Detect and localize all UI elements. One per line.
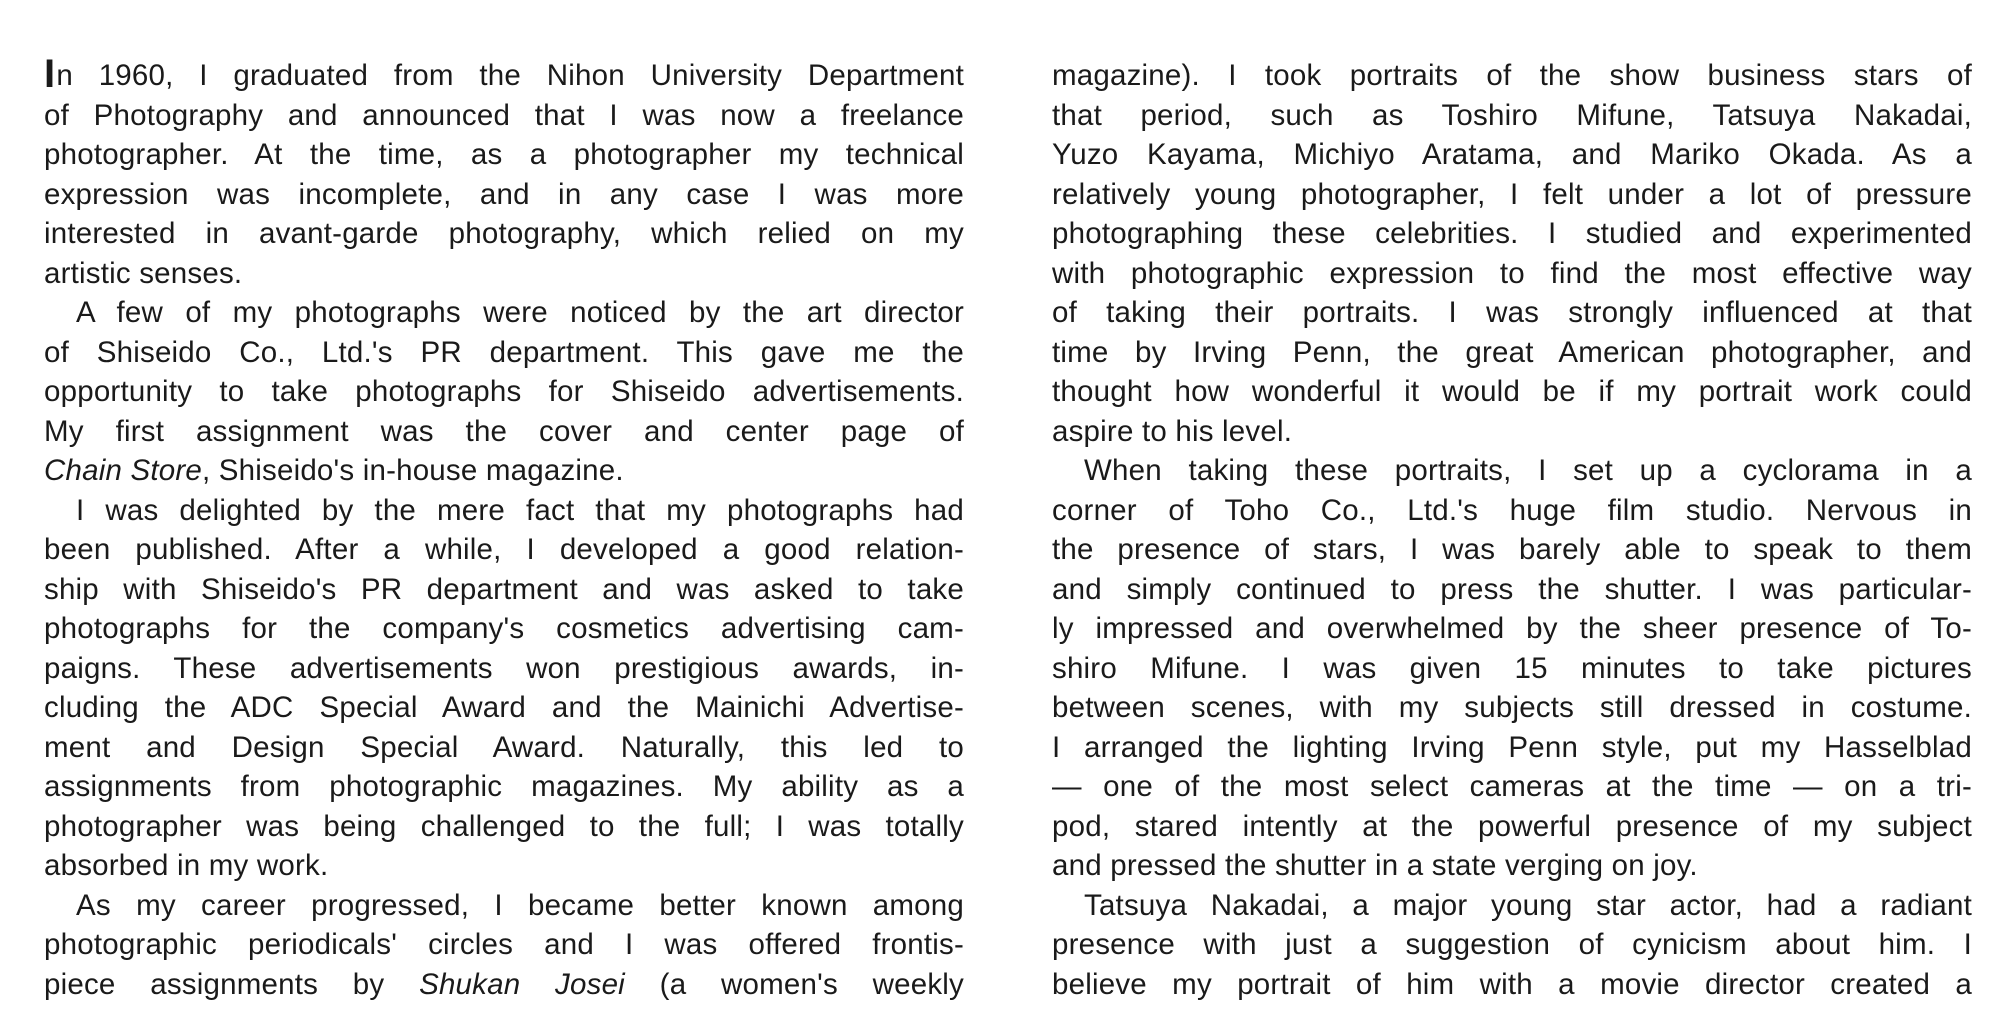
text-segment: A few of my photographs were noticed by the art director bbox=[76, 296, 964, 329]
text-line bbox=[1052, 293, 1972, 333]
text-line bbox=[1052, 767, 1972, 807]
text-segment: of taking their portraits. I was strongly influenced at that bbox=[1052, 296, 1972, 329]
text-line bbox=[1052, 886, 1972, 926]
text-segment: opportunity to take photographs for Shiseido advertisements. bbox=[44, 375, 964, 408]
text-segment: I was delighted by the mere fact that my photographs had bbox=[76, 493, 964, 527]
text-line bbox=[1052, 609, 1972, 649]
text-line bbox=[44, 214, 964, 254]
text-line bbox=[1052, 570, 1972, 610]
text-segment: interested in avant-garde photography, which relied on my bbox=[44, 217, 964, 250]
text-line bbox=[1052, 135, 1972, 175]
text-segment: time by Irving Penn, the great American photographer, and bbox=[1052, 335, 1972, 369]
text-segment: ment and Design Special Award. Naturally, this led to bbox=[44, 730, 964, 764]
text-segment: corner of Toho Co., Ltd.'s huge film studio. Nervous in bbox=[1052, 493, 1972, 527]
text-segment: n 1960, I graduated from the Nihon University Department bbox=[56, 59, 964, 92]
text-line bbox=[1052, 925, 1972, 965]
italic-title: Chain Store bbox=[44, 454, 202, 487]
text-line bbox=[1052, 491, 1972, 531]
text-segment: ly impressed and overwhelmed by the sheer presence of To- bbox=[1052, 612, 1972, 645]
text-segment: photographer. At the time, as a photographer my technical bbox=[44, 138, 964, 171]
text-segment: pod, stared intently at the powerful presence of my subject bbox=[1052, 809, 1972, 843]
text-line bbox=[1052, 56, 1972, 96]
text-segment: (a women's weekly bbox=[624, 967, 965, 1001]
text-segment: aspire to his level. bbox=[1052, 414, 1293, 448]
text-segment: As my career progressed, I became better known among bbox=[76, 888, 964, 922]
text-line bbox=[44, 728, 964, 768]
text-segment: that period, such as Toshiro Mifune, Tatsuya Nakadai, bbox=[1052, 98, 1972, 132]
text-segment: thought how wonderful it would be if my portrait work could bbox=[1052, 375, 1972, 408]
text-segment: photographer was being challenged to the full; I was totally bbox=[44, 809, 964, 843]
text-line bbox=[44, 491, 964, 531]
text-segment: of Photography and announced that I was now a freelance bbox=[44, 98, 964, 132]
text-line bbox=[1052, 214, 1972, 254]
text-line bbox=[44, 254, 964, 294]
text-segment: ship with Shiseido's PR department and was asked to take bbox=[44, 572, 964, 606]
text-line bbox=[44, 52, 964, 96]
text-segment: My first assignment was the cover and center page of bbox=[44, 414, 964, 448]
text-line bbox=[44, 412, 964, 452]
text-segment: photographic periodicals' circles and I was offered frontis- bbox=[44, 928, 964, 961]
text-segment: — one of the most select cameras at the time — on a tri- bbox=[1052, 770, 1972, 803]
drop-cap: I bbox=[44, 52, 56, 96]
text-line bbox=[1052, 175, 1972, 215]
text-segment: paigns. These advertisements won prestigious awards, in- bbox=[44, 651, 964, 685]
text-segment: presence with just a suggestion of cynicism about him. I bbox=[1052, 928, 1972, 961]
italic-title: Shukan Josei bbox=[419, 967, 625, 1001]
text-line bbox=[1052, 372, 1972, 412]
text-segment: and simply continued to press the shutter. I was particular- bbox=[1052, 572, 1972, 606]
text-line bbox=[44, 135, 964, 175]
text-segment: absorbed in my work. bbox=[44, 849, 329, 882]
text-line bbox=[44, 609, 964, 649]
text-segment: photographing these celebrities. I studied and experimented bbox=[1052, 217, 1972, 250]
text-segment: piece assignments by bbox=[44, 967, 420, 1001]
text-segment: , Shiseido's in-house magazine. bbox=[201, 454, 624, 487]
text-segment: Yuzo Kayama, Michiyo Aratama, and Mariko Okada. As a bbox=[1052, 138, 1972, 171]
text-segment: of Shiseido Co., Ltd.'s PR department. This gave me the bbox=[44, 335, 964, 369]
text-segment: When taking these portraits, I set up a cyclorama in a bbox=[1084, 454, 1972, 487]
text-line bbox=[44, 767, 964, 807]
text-line bbox=[1052, 451, 1972, 491]
text-segment: the presence of stars, I was barely able to speak to them bbox=[1052, 533, 1972, 566]
text-line bbox=[44, 530, 964, 570]
text-segment: believe my portrait of him with a movie director created a bbox=[1052, 967, 1972, 1001]
text-line bbox=[44, 451, 964, 491]
text-segment: and pressed the shutter in a state verging on joy. bbox=[1052, 849, 1698, 882]
text-segment: photographs for the company's cosmetics advertising cam- bbox=[44, 612, 964, 645]
text-line bbox=[1052, 649, 1972, 689]
text-segment: between scenes, with my subjects still dressed in costume. bbox=[1052, 691, 1972, 724]
text-line bbox=[1052, 333, 1972, 373]
text-line bbox=[44, 688, 964, 728]
text-line bbox=[1052, 254, 1972, 294]
text-segment: relatively young photographer, I felt under a lot of pressure bbox=[1052, 177, 1972, 211]
text-segment: artistic senses. bbox=[44, 256, 243, 290]
text-line bbox=[1052, 412, 1972, 452]
left-text-column bbox=[44, 52, 965, 1004]
text-segment: shiro Mifune. I was given 15 minutes to take pictures bbox=[1052, 651, 1972, 685]
text-line bbox=[44, 846, 964, 886]
text-line bbox=[44, 570, 964, 610]
right-text-column bbox=[1052, 56, 1972, 1004]
text-segment: been published. After a while, I developed a good relation- bbox=[44, 533, 964, 566]
text-segment: with photographic expression to find the most effective way bbox=[1052, 256, 1972, 290]
text-line bbox=[44, 333, 964, 373]
text-segment: I arranged the lighting Irving Penn style, put my Hasselblad bbox=[1052, 730, 1972, 764]
text-line bbox=[44, 175, 964, 215]
text-segment: expression was incomplete, and in any case I was more bbox=[44, 177, 964, 211]
text-line bbox=[1052, 728, 1972, 768]
text-segment: cluding the ADC Special Award and the Mainichi Advertise- bbox=[44, 691, 964, 724]
text-line bbox=[1052, 965, 1972, 1005]
text-segment: Tatsuya Nakadai, a major young star actor, had a radiant bbox=[1084, 888, 1972, 922]
text-line bbox=[44, 372, 964, 412]
text-line bbox=[44, 649, 964, 689]
text-line bbox=[44, 807, 964, 847]
text-line bbox=[44, 925, 964, 965]
text-line bbox=[1052, 846, 1972, 886]
text-segment: assignments from photographic magazines. My ability as a bbox=[44, 770, 964, 803]
text-line bbox=[1052, 688, 1972, 728]
text-line bbox=[1052, 807, 1972, 847]
text-line bbox=[1052, 530, 1972, 570]
text-line bbox=[44, 886, 964, 926]
text-segment: magazine). I took portraits of the show business stars of bbox=[1052, 59, 1972, 92]
text-line bbox=[44, 96, 964, 136]
text-line bbox=[44, 293, 964, 333]
text-line bbox=[1052, 96, 1972, 136]
text-line bbox=[44, 965, 964, 1005]
